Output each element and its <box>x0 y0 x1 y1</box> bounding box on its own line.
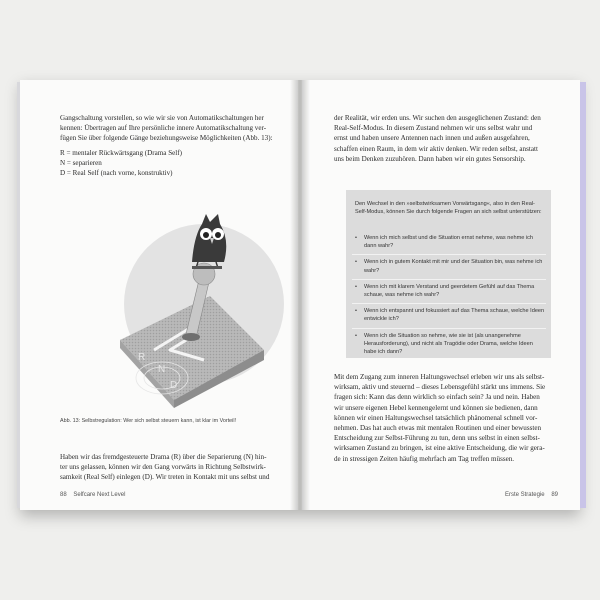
gear-item-r: R = mentaler Rückwärtsgang (Drama Self) <box>60 149 182 157</box>
text-line: der Realität, wir erden uns. Wir suchen den ausgeglichenen Zustand: den <box>334 114 541 122</box>
text-line: fügen Sie über folgende Gänge beziehungsweise Möglichkeiten (Abb. 13): <box>60 134 273 143</box>
text-line: Real-Self-Modus. In diesem Zustand nehmen wir uns selbst wahr und <box>334 124 533 133</box>
gear-item-d: D = Real Self (nach vorne, konstruktiv) <box>60 169 173 178</box>
text-line: Entscheidung zur Selbst-Führung zu tun, denn uns selbst in einen selbst- <box>334 434 540 443</box>
text-line: nehmen. Das hat auch etwas mit mentalen Routinen und einer bewussten <box>334 424 542 433</box>
left-page <box>20 80 298 510</box>
right-top-paragraph <box>334 113 569 164</box>
question-box <box>346 190 551 358</box>
text-line: kennen: Übertragen auf Ihre persönliche innere Automatikschaltung ver- <box>60 124 267 133</box>
text-line: Haben wir das fremdgesteuerte Drama (R) über die Separierung (N) hin- <box>60 453 267 461</box>
list-item: • Wenn ich mit klarem Verstand und geerdetem Gefühl auf das Thema schaue, was nehme ich wahr? <box>352 283 546 304</box>
text-line: Gangschaltung vorstellen, so wie wir sie von Automatikschaltungen her <box>60 114 264 122</box>
text-line: ter uns gelassen, können wir den Gang vorwärts in Richtung Selbstwirk- <box>60 463 266 472</box>
box-intro: Den Wechsel in den »selbstwirksamen Vorwärtsgang«, also in den Real-Self-Modus, können Sie durch folgende Fragen an sich selbst unterstützen: <box>355 201 542 216</box>
question-list <box>352 234 546 363</box>
left-bottom-paragraph <box>60 452 290 483</box>
page-number-right: 89 <box>551 492 558 498</box>
page-number-left: 88 <box>60 492 67 498</box>
text-line: wirksam, aktiv und steuernd – dieses Lebensgefühl stärkt uns immens. Sie <box>334 383 546 392</box>
book-gutter <box>290 80 310 510</box>
text-line: Mit dem Zugang zum inneren Haltungswechsel erleben wir uns als selbst- <box>334 373 545 381</box>
text-line: uns beim Denken zuzuhören. Dann haben wir ein gutes Sensorship. <box>334 154 526 163</box>
left-footer <box>60 492 125 498</box>
letter-r: R <box>138 352 146 363</box>
list-item: • Wenn ich in gutem Kontakt mit mir und der Situation bin, was nehme ich wahr? <box>352 258 546 279</box>
text-line: samkeit (Real Self) einlegen (D). Wir treten in Kontakt mit uns selbst und <box>60 473 270 482</box>
running-title-right: Erste Strategie <box>504 492 545 498</box>
page-edge-right <box>580 82 586 508</box>
running-title-left: Selfcare Next Level <box>73 492 126 498</box>
text-line: wirksamen Zustand zu bringen, ist eine aktive Entscheidung, die wir gera- <box>334 444 545 453</box>
letter-n: N <box>158 364 166 375</box>
text-line: wir unsere eigenen Hebel kennengelernt und können sie bedienen, dann <box>334 403 538 412</box>
right-footer <box>505 492 558 498</box>
letter-d: D <box>170 380 178 391</box>
text-line: fragen sich: Kann das denn wirklich so einfach sein? Ja und nein. Haben <box>334 393 540 402</box>
text-line: ernst und haben unsere Antennen nach innen und außen ausgefahren, <box>334 134 530 143</box>
text-line: de in stressigen Zeiten häufig mehrfach am Tag treffen müssen. <box>334 454 515 463</box>
gear-item-n: N = separieren <box>60 159 102 168</box>
figure-caption: Abb. 13: Selbstregulation: Wer sich selbst steuern kann, ist klar im Vorteil! <box>60 418 237 424</box>
text-line: schaffen einen Raum, in dem wir aktiv denken. Wir reden selbst, anstatt <box>334 144 538 153</box>
text-line: können wir einen Haltungswechsel tatsächlich phänomenal schnell vor- <box>334 413 538 422</box>
list-item: • Wenn ich die Situation so nehme, wie sie ist (als unangenehme Herausforderung), und nicht als Tragödie oder Drama, welche Ideen habe ich dann? <box>355 332 533 356</box>
owl-icon <box>192 214 226 269</box>
list-item: • Wenn ich entspannt und fokussiert auf das Thema schaue, welche Ideen entwickle ich? <box>352 307 546 328</box>
list-item: • Wenn ich mich selbst und die Situation ernst nehme, was nehme ich dann wahr? <box>352 234 546 255</box>
gear-list <box>60 148 290 179</box>
right-bottom-paragraph <box>334 372 569 464</box>
right-page <box>302 80 580 510</box>
open-book <box>20 80 580 510</box>
gear-shift-owl-illustration <box>92 200 292 410</box>
left-top-paragraph <box>60 113 290 144</box>
